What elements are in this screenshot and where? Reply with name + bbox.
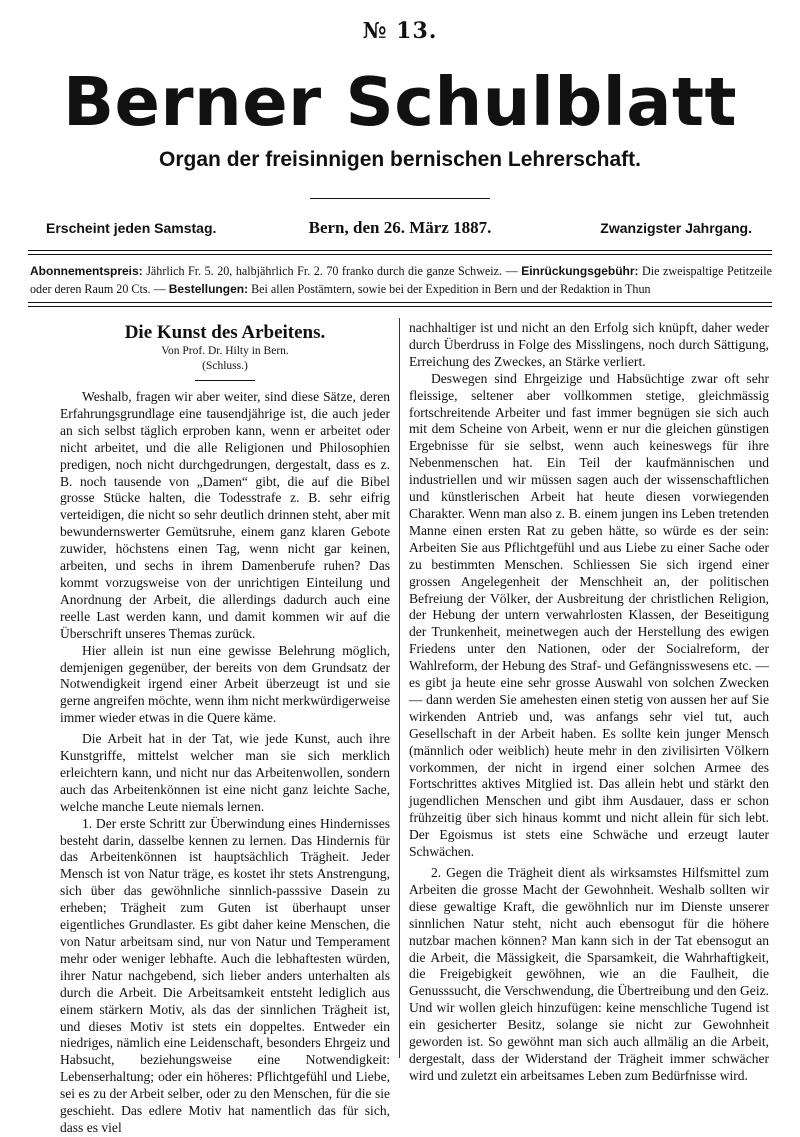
orders-label: Bestellungen:: [168, 282, 249, 296]
masthead-title: Berner Schulblatt: [62, 63, 738, 141]
paragraph: 2. Gegen die Trägheit dient als wirksamstes Hilfsmittel zum Arbeiten die grosse Macht der Gewohnheit. Weshalb sollten wir diese gewaltige Kraft, die gewöhnlich nur im Dienste unserer sinnlichen Natur steht, nicht auch ebensogut für die höhere nutzbar machen können? Man kann sich in der Tat ebensogut an die Arbeit, die Mässigkeit, die Sparsamkeit, die Wahrhaftigkeit, die Freigebigkeit gewöhnen, wie an die Faulheit, die Genusssucht, die Verschwendung, die Übertreibung und den Geiz. Und wir wollen gleich hinzufügen: keine menschliche Tugend ist ein gesicherter Besitz, solange sie nicht zur Gewohnheit geworden ist. So gewöhnt man sich auch allmälig an die Arbeit, dergestalt, dass der Widerstand der Trägheit immer schwächer wird und zuletzt ein arbeitsames Leben zum Bedürfnisse wird.: [409, 865, 769, 1083]
subscription-notice: [30, 262, 772, 298]
dateline: Bern, den 26. März 1887.: [308, 218, 492, 237]
column-divider: [399, 318, 400, 1058]
article-part: (Schluss.): [202, 360, 248, 372]
article-title-rule: [195, 380, 255, 381]
paragraph: 1. Der erste Schritt zur Überwindung eines Hindernisses besteht darin, dasselbe kennen zu lernen. Das Hindernis für das Arbeitenkönnen ist hauptsächlich Trägheit. Jeder Mensch ist von Natur träge, es kostet ihr stets Anstrengung, sich über das gewöhnliche sinnlich-passsive Dasein zu erheben; Trägheit zum Guten ist überhaupt unser eigentliches Grundlaster. Es gibt daher keine Menschen, die von Natur arbeitsam sind, nur von Natur und Temperament mehr oder weniger lebhafte. Auch die lebhaftesten würden, ihrer Natur nachgebend, sich lieber anders unterhalten als durch die Arbeit. Die Arbeitsamkeit entsteht lediglich aus einem stärkern Motiv, als das der sinnlichen Trägheit ist, und dieses Motiv ist stets ein doppeltes. Entweder ein niedriges, nämlich eine Leidenschaft, besonders Ehrgeiz und Habsucht, beziehungsweise eine Notwendigkeit: Lebenserhaltung; oder ein höheres: Pflichtgefühl und Liebe, sei es zu der Arbeit selber, oder zu den Menschen, für die sie geschieht. Das edlere Motiv hat namentlich das für sich, dass es viel: [60, 815, 390, 1135]
notice-rule-bottom-double: [28, 306, 772, 307]
volume-note: Zwanzigster Jahrgang.: [600, 220, 752, 236]
article-byline: Von Prof. Dr. Hilty in Bern.: [161, 345, 289, 357]
paragraph: Weshalb, fragen wir aber weiter, sind diese Sätze, deren Erfahrungsgrundlage eine tausendjährige ist, die auch jeder an sich selbst täglich erproben kann, wenn er arbeitet oder nicht arbeitet, und die alle Religionen und Philosophien predigen, noch nicht durchgedrungen, dergestalt, dass es z. B. noch tausende von „Damen“ gibt, die auf die Bibel grosse Stücke halten, die Todesstrafe z. B. sehr eifrig verteidigen, die nicht so sehr deutlich drinnen steht, aber mit bewundernswerter Gemütsruhe, einem ganz klaren Gebote zuwider, höchstens einen Tag, wenn nicht gar keinen, arbeiten, und sechs in ihrem Damenberufe ruhen? Das kommt vorzugsweise von der unrichtigen Einteilung und Anordnung der Arbeit, die allerdings dadurch auch eine reelle Last werden kann, und damit kommen wir auf die Überschrift unseres Themas zurück.: [60, 389, 390, 641]
paragraph: Deswegen sind Ehrgeizige und Habsüchtige zwar oft sehr fleissige, seltener aber vollkommen stetige, gleichmässig fortschreitende Arbeiter und fast immer begnügen sie sich auch mit dem Scheine von Arbeit, wenn er nur die gleichen günstigen Ergebnisse für sie selbst, wenn auch keineswegs für ihre Nebenmenschen hat. Ein Teil der kaufmännischen und industriellen und wir müssen sagen auch der wissenschaftlichen und künstlerischen Arbeit hat heute diesen vorwiegenden Charakter. Wenn man also z. B. einem jungen ins Leben tretenden Manne einen ersten Rat zu geben hätte, so würde es der sein: Arbeiten Sie aus Pflichtgefühl und aus Liebe zu einer Sache oder zu bestimmten Menschen. Schliessen Sie sich irgend einer grossen Angelegenheit der Menschheit an, der politischen Befreiung der Völker, der Ausbreitung der christlichen Religion, der Hebung der untern verwahrlosten Klassen, der Beseitigung der Trunkenheit, meinetwegen auch der Herstellung des ewigen Friedens unter den Nationen, oder der Socialreform, der Wahlreform, der Hebung des Straf- und Gefängnisswesens etc. — es gibt ja heute eine sehr grosse Auswahl von solchen Zwecken — dann werden Sie amehesten einen stetig von aussen her auf Sie wirkenden Antrieb und, was anfangs sehr viel tut, auch Gesellschaft in der Arbeit haben. Es sollte kein junger Mensch (männlich oder weiblich) heute mehr in den zivilisirten Völkern vorkommen, der nicht in irgend einer solchen Armee des Fortschrittes aktives Mitglied ist. Das allein hebt und stärkt den jugendlichen Menschen und gibt ihm Ausdauer, dass er schon frühzeitig über sich hinaus kommt und nicht allein für sich lebt. Der Egoismus ist stets eine Schwäche und erzeugt lauter Schwächen.: [409, 370, 769, 860]
masthead-divider: [310, 198, 490, 199]
article-column-left: [60, 320, 390, 1137]
paragraph: Die Arbeit hat in der Tat, wie jede Kunst, auch ihre Kunstgriffe, mittelst welcher man sie sich merklich erleichtern kann, und nicht nur das Arbeitenwollen, sondern auch das Arbeitenkönnen ist eine nicht ganz leichte Sache, welche manche Leute niemals lernen.: [60, 731, 390, 814]
article-title: Die Kunst des Arbeitens.: [124, 322, 326, 343]
masthead-subtitle: Organ der freisinnigen bernischen Lehrerschaft.: [159, 148, 641, 171]
insertion-text: Die zweispaltige Petitzeile oder deren Raum 20 Cts. —: [30, 264, 772, 296]
article-column-right: [409, 320, 769, 1085]
header-rule-top: [28, 250, 772, 251]
subscription-label: Abonnementspreis:: [30, 264, 143, 278]
subscription-text: Jährlich Fr. 5. 20, halbjährlich Fr. 2. 70 franko durch die ganze Schweiz. —: [146, 264, 518, 278]
orders-text: Bei allen Postämtern, sowie bei der Expedition in Bern und der Redaktion in Thun: [251, 282, 651, 296]
paragraph: Hier allein ist nun eine gewisse Belehrung möglich, demjenigen gegenüber, der bereits von dem Grundsatz der Notwendigkeit irgend einer Arbeit überzeugt ist und sie gerne angreifen möchte, wenn ihm nicht merkwürdigerweise immer wieder etwas in die Quere käme.: [60, 642, 390, 726]
notice-rule-bottom: [28, 302, 772, 303]
paragraph: nachhaltiger ist und nicht an den Erfolg sich knüpft, daher weder durch Überdruss in Folge des Misslingens, noch durch Sättigung, Erreichung des Zweckes, an Stärke verliert.: [409, 320, 769, 369]
header-rule-top-double: [28, 254, 772, 255]
insertion-label: Einrückungsgebühr:: [521, 264, 639, 278]
publication-note: Erscheint jeden Samstag.: [46, 220, 217, 236]
issue-number: № 13.: [362, 18, 438, 44]
